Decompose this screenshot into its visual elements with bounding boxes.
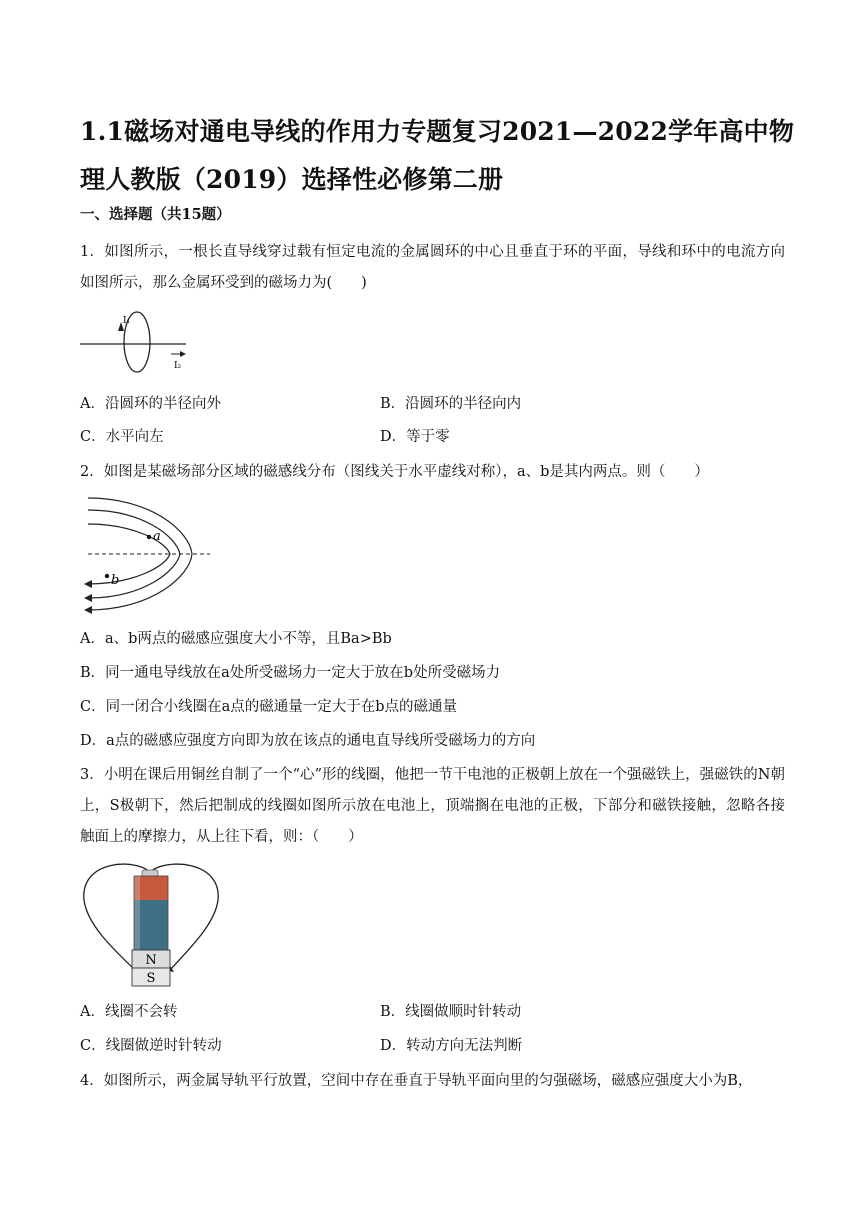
question-1-text: 1．如图所示，一根长直导线穿过载有恒定电流的金属圆环的中心且垂直于环的平面，导线和环中的电流方向如图所示，那么金属环受到的磁场力为( ) bbox=[80, 244, 785, 291]
current-i1-label: I₁ bbox=[123, 316, 131, 326]
question-3-figure bbox=[80, 862, 225, 992]
section-heading: 一、选择题（共15题） bbox=[80, 206, 231, 223]
page-title: 1.1磁场对通电导线的作用力专题复习2021—2022学年高中物理人教版（2019）选择性必修第二册 bbox=[80, 117, 795, 194]
point-b-label: b bbox=[111, 573, 120, 588]
question-2-figure bbox=[82, 496, 214, 618]
q2-option-d: D．a点的磁感应强度方向即为放在该点的通电直导线所受磁场力的方向 bbox=[80, 733, 536, 749]
q2-option-a: A．a、b两点的磁感应强度大小不等，且Ba>Bb bbox=[80, 631, 392, 647]
q1-option-b: B．沿圆环的半径向内 bbox=[380, 396, 522, 412]
current-i2-label: I₂ bbox=[174, 361, 182, 371]
q2-option-c: C．同一闭合小线圈在a点的磁通量一定大于在b点的磁通量 bbox=[80, 699, 458, 715]
q3-option-c: C．线圈做逆时针转动 bbox=[80, 1038, 222, 1054]
q3-option-d: D．转动方向无法判断 bbox=[380, 1038, 523, 1054]
q3-option-b: B．线圈做顺时针转动 bbox=[380, 1004, 522, 1020]
point-a-label: a bbox=[153, 529, 161, 544]
q2-option-b: B．同一通电导线放在a处所受磁场力一定大于放在b处所受磁场力 bbox=[80, 665, 501, 681]
question-2-text: 2．如图是某磁场部分区域的磁感线分布（图线关于水平虚线对称），a、b是其内两点。则（ ） bbox=[80, 464, 709, 480]
q1-option-d: D．等于零 bbox=[380, 429, 450, 445]
question-4-text: 4．如图所示，两金属导轨平行放置，空间中存在垂直于导轨平面向里的匀强磁场，磁感应强度大小为B， bbox=[80, 1073, 753, 1089]
question-1-figure bbox=[78, 304, 190, 378]
q3-option-a: A．线圈不会转 bbox=[80, 1004, 178, 1020]
question-3-text: 3．小明在课后用铜丝自制了一个“心”形的线圈，他把一节干电池的正极朝上放在一个强磁铁上，强磁铁的N朝上，S极朝下，然后把制成的线圈如图所示放在电池上，顶端搁在电池的正极，下部分和磁铁接触，忽略各接触面上的摩擦力，从上往下看，则：（ ） bbox=[80, 767, 785, 845]
magnet-s-label: S bbox=[146, 971, 156, 986]
magnet-n-label: N bbox=[145, 953, 157, 968]
q1-option-a: A．沿圆环的半径向外 bbox=[80, 396, 221, 412]
q1-option-c: C．水平向左 bbox=[80, 429, 164, 445]
